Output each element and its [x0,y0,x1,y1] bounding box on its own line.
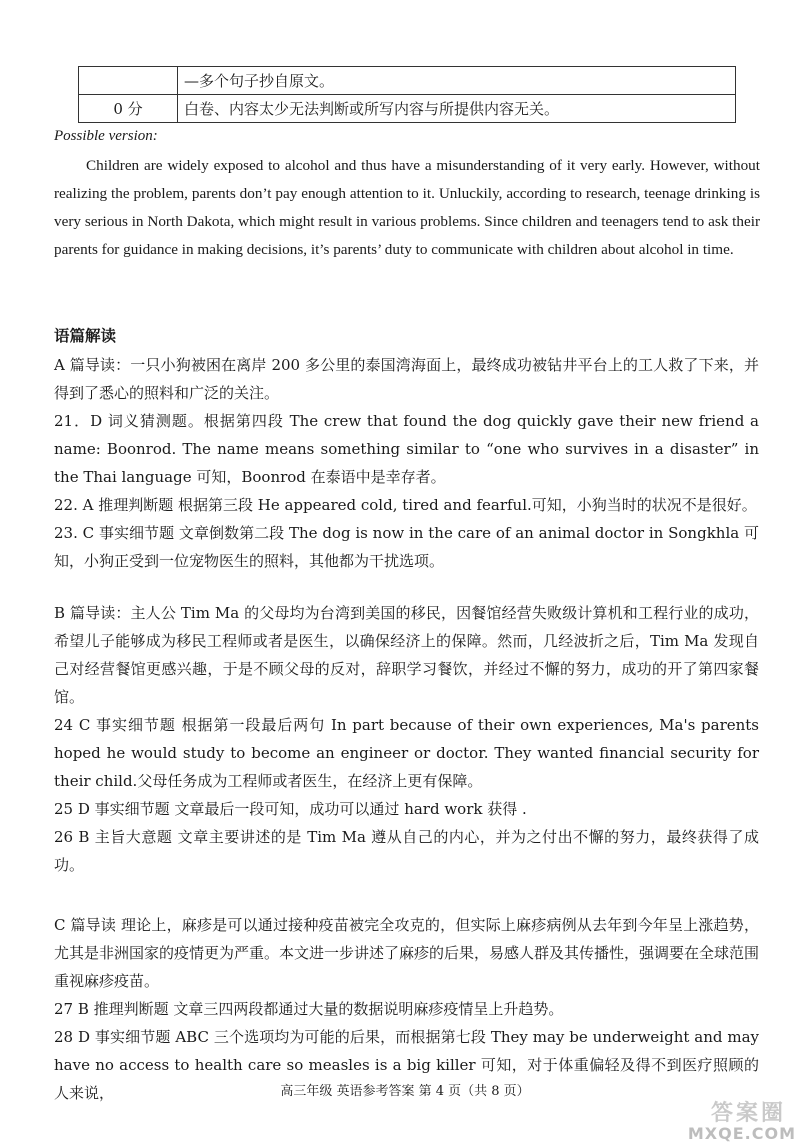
sample-essay [54,152,760,264]
passage-b-intro: B 篇导读：主人公 Tim Ma 的父母均为台湾到美国的移民，因餐馆经营失败级计算机和工程行业的成功，希望儿子能够成为移民工程师或者是医生，以确保经济上的保障。然而，几经波折之后，Tim Ma 发现自己对经营餐馆更感兴趣，于是不顾父母的反对，辞职学习餐饮，并经过不懈的努力，成功的开了第四家餐馆。 [54,604,759,706]
passage-a-intro: A 篇导读：一只小狗被困在离岸 200 多公里的泰国湾海面上，最终成功被钻井平台上的工人救了下来，并得到了悉心的照料和广泛的关注。 [54,356,759,402]
answer-27: 27 B 推理判断题 文章三四两段都通过大量的数据说明麻疹疫情呈上升趋势。 [54,1000,564,1018]
watermark-url: MXQE.COM [687,1124,796,1143]
description-cell: —多个句子抄自原文。 [178,67,736,95]
score-cell: 0 分 [79,95,178,123]
essay-paragraph: Children are widely exposed to alcohol and thus have a misunderstanding of it very early. However, without realizing the problem, parents don’t pay enough attention to it. Unluckily, according to research, teenage drinking is very serious in North Dakota, which might result in various problems. Since children and teenagers tend to ask their parents for guidance in making decisions, it’s parents’ duty to communicate with children about alcohol in time. [54,157,760,258]
passage-c-intro: C 篇导读 理论上，麻疹是可以通过接种疫苗被完全攻克的，但实际上麻疹病例从去年到今年呈上涨趋势，尤其是非洲国家的疫情更为严重。本文进一步讲述了麻疹的后果，易感人群及其传播性，强调要在全球范围重视麻疹疫苗。 [54,916,760,990]
answer-28: 28 D 事实细节题 ABC 三个选项均为可能的后果，而根据第七段 They may be underweight and may have no access to health care so measles is a big killer 可知，对于体重偏轻及得不到医疗照顾的人来说， [54,1028,759,1102]
section-heading: 语篇解读 [54,326,117,345]
table-row [79,95,736,123]
scoring-table [78,66,736,123]
description-cell: 白卷、内容太少无法判断或所写内容与所提供内容无关。 [178,95,736,123]
passage-c-block [54,911,759,1107]
page-footer: 高三年级 英语参考答案 第 4 页（共 8 页） [280,1084,530,1099]
watermark-logo: 答案圈 [710,1101,786,1126]
answer-26: 26 B 主旨大意题 文章主要讲述的是 Tim Ma 遵从自己的内心，并为之付出不懈的努力，最终获得了成功。 [54,828,759,874]
passage-b-block [54,599,759,879]
answer-22: 22. A 推理判断题 根据第三段 He appeared cold, tired and fearful.可知，小狗当时的状况不是很好。 [54,496,757,514]
score-cell [79,67,178,95]
table-row [79,67,736,95]
answer-25: 25 D 事实细节题 文章最后一段可知，成功可以通过 hard work 获得 . [54,800,527,818]
possible-version-label: Possible version: [54,128,158,144]
answer-21: 21．D 词义猜测题。根据第四段 The crew that found the dog quickly gave their new friend a name: Boonrod. The name means something similar to “one who survives in a disaster” in the Thai language 可知，Boonrod 在泰语中是幸存者。 [54,412,759,486]
answer-24: 24 C 事实细节题 根据第一段最后两句 In part because of their own experiences, Ma's parents hoped he would study to become an engineer or doctor. They wanted financial security for their child.父母任务成为工程师或者医生，在经济上更有保障。 [54,716,759,790]
answer-23: 23. C 事实细节题 文章倒数第二段 The dog is now in the care of an animal doctor in Songkhla 可知，小狗正受到一位宠物医生的照料，其他都为干扰选项。 [54,524,759,570]
passage-a-block [54,351,759,575]
